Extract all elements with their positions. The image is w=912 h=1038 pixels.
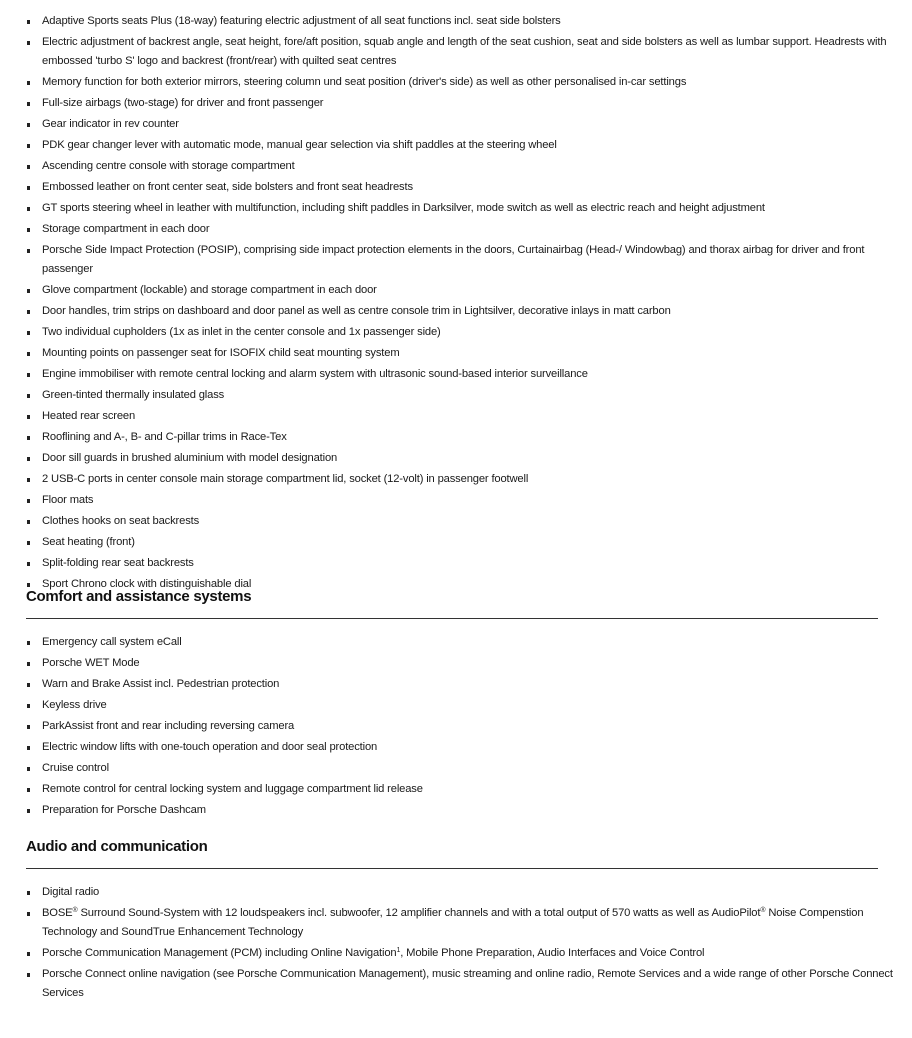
list-item-text: ParkAssist front and rear including reversing camera: [42, 720, 295, 732]
list-item: [0, 136, 912, 155]
list-item-text: Porsche WET Mode: [42, 657, 140, 669]
list-item-text: GT sports steering wheel in leather with multifunction, including shift paddles in Darksilver, mode switch as well as electric reach and height adjustment: [42, 202, 765, 214]
section-divider: [26, 868, 878, 869]
bullet-icon: [27, 767, 30, 771]
list-item-text: Sport Chrono clock with distinguishable dial: [42, 578, 252, 590]
list-item-text: Porsche Side Impact Protection (POSIP), comprising side impact protection elements in the doors, Curtainairbag (Head-/ Windowbag) and thorax airbag for driver and front passenger: [42, 244, 865, 275]
list-item: [0, 759, 912, 778]
list-item-text: Storage compartment in each door: [42, 223, 210, 235]
list-item-text: Engine immobiliser with remote central locking and alarm system with ultrasonic sound-based interior surveillance: [42, 368, 588, 380]
bullet-icon: [27, 973, 30, 977]
bullet-icon: [27, 373, 30, 377]
list-item: [0, 220, 912, 239]
list-item: [0, 675, 912, 694]
list-item-text: [42, 965, 898, 1003]
bullet-icon: [27, 207, 30, 211]
list-item-text: Glove compartment (lockable) and storage compartment in each door: [42, 284, 377, 296]
text-segment: Porsche Connect online navigation (see Porsche Communication Management), music streaming and online radio, Remote Services and a wide range of other Porsche Connect Services: [42, 968, 893, 999]
list-item: [0, 533, 912, 552]
list-item-text: Gear indicator in rev counter: [42, 118, 179, 130]
bullet-icon: [27, 683, 30, 687]
list-item: [0, 281, 912, 300]
list-item-text: Door handles, trim strips on dashboard and door panel as well as centre console trim in Lightsilver, decorative inlays in matt carbon: [42, 305, 671, 317]
list-item: [0, 738, 912, 757]
bullet-icon: [27, 144, 30, 148]
bullet-icon: [27, 81, 30, 85]
list-item: [0, 199, 912, 218]
bullet-icon: [27, 725, 30, 729]
bullet-icon: [27, 436, 30, 440]
list-item-text: PDK gear changer lever with automatic mode, manual gear selection via shift paddles at the steering wheel: [42, 139, 557, 151]
list-item: [0, 801, 912, 820]
list-item-text: 2 USB-C ports in center console main storage compartment lid, socket (12-volt) in passenger footwell: [42, 473, 529, 485]
bullet-icon: [27, 952, 30, 956]
list-item: [0, 654, 912, 673]
list-item: [0, 904, 912, 942]
bullet-icon: [27, 746, 30, 750]
text-segment: BOSE: [42, 907, 73, 919]
text-segment: Porsche Communication Management (PCM) including Online Navigation: [42, 947, 397, 959]
list-item-text: Seat heating (front): [42, 536, 135, 548]
text-segment: , Mobile Phone Preparation, Audio Interfaces and Voice Control: [400, 947, 705, 959]
list-item: [0, 491, 912, 510]
bullet-icon: [27, 165, 30, 169]
list-item-text: Preparation for Porsche Dashcam: [42, 804, 206, 816]
list-item-text: Memory function for both exterior mirrors, steering column und seat position (driver's side) as well as other personalised in-car settings: [42, 76, 687, 88]
list-item-text: [42, 944, 704, 963]
bullet-icon: [27, 289, 30, 293]
list-item-text: Rooflining and A-, B- and C-pillar trims in Race-Tex: [42, 431, 287, 443]
list-item-text: Ascending centre console with storage compartment: [42, 160, 295, 172]
list-item-text: Electric adjustment of backrest angle, seat height, fore/aft position, squab angle and length of the seat cushion, seat and side bolsters as well as lumbar support. Headrests with embossed 'turbo S' logo and backrest (front/rear) with quilted seat centres: [42, 36, 887, 67]
list-item: [0, 470, 912, 489]
bullet-icon: [27, 186, 30, 190]
list-item: [0, 512, 912, 531]
list-item-text: Adaptive Sports seats Plus (18-way) featuring electric adjustment of all seat functions incl. seat side bolsters: [42, 15, 561, 27]
footnote-marker: 1: [396, 947, 401, 954]
bullet-icon: [27, 41, 30, 45]
bullet-icon: [27, 352, 30, 356]
list-item-text: Keyless drive: [42, 699, 107, 711]
text-segment: Digital radio: [42, 886, 100, 898]
bullet-icon: [27, 662, 30, 666]
list-item: [0, 696, 912, 715]
list-item-text: Mounting points on passenger seat for ISOFIX child seat mounting system: [42, 347, 400, 359]
section-divider: [26, 618, 878, 619]
list-item: [0, 94, 912, 113]
interior-feature-list: [0, 12, 912, 594]
list-item-text: [42, 904, 898, 942]
list-item: [0, 323, 912, 342]
list-item-text: Embossed leather on front center seat, side bolsters and front seat headrests: [42, 181, 413, 193]
list-item-text: Remote control for central locking system and luggage compartment lid release: [42, 783, 423, 795]
list-item: [0, 344, 912, 363]
list-item-text: Heated rear screen: [42, 410, 136, 422]
bullet-icon: [27, 310, 30, 314]
bullet-icon: [27, 912, 30, 916]
registered-mark: ®: [760, 907, 766, 914]
list-item: [0, 944, 912, 963]
bullet-icon: [27, 457, 30, 461]
list-item: [0, 241, 912, 279]
text-segment: Surround Sound-System with 12 loudspeakers incl. subwoofer, 12 amplifier channels and with a total output of 570 watts as well as AudioPilot: [77, 907, 761, 919]
bullet-icon: [27, 499, 30, 503]
list-item: [0, 449, 912, 468]
bullet-icon: [27, 331, 30, 335]
text-segment: Noise Compenstion Technology and SoundTrue Enhancement Technology: [42, 907, 864, 938]
bullet-icon: [27, 583, 30, 587]
list-item-text: Green-tinted thermally insulated glass: [42, 389, 225, 401]
list-item: [0, 428, 912, 447]
bullet-icon: [27, 541, 30, 545]
audio-feature-list: [0, 883, 912, 1005]
list-item: [0, 407, 912, 426]
bullet-icon: [27, 228, 30, 232]
list-item: [0, 157, 912, 176]
bullet-icon: [27, 809, 30, 813]
list-item-text: Floor mats: [42, 494, 94, 506]
list-item-text: Electric window lifts with one-touch operation and door seal protection: [42, 741, 378, 753]
list-item-text: Two individual cupholders (1x as inlet in the center console and 1x passenger side): [42, 326, 441, 338]
bullet-icon: [27, 478, 30, 482]
section-heading-audio: Audio and communication: [26, 838, 208, 855]
list-item-text: Clothes hooks on seat backrests: [42, 515, 200, 527]
list-item: [0, 73, 912, 92]
list-item-text: Door sill guards in brushed aluminium with model designation: [42, 452, 338, 464]
list-item-text: Warn and Brake Assist incl. Pedestrian protection: [42, 678, 280, 690]
list-item: [0, 365, 912, 384]
section-heading-comfort: Comfort and assistance systems: [26, 588, 252, 605]
list-item: [0, 780, 912, 799]
comfort-feature-list: [0, 633, 912, 822]
bullet-icon: [27, 102, 30, 106]
bullet-icon: [27, 704, 30, 708]
list-item: [0, 33, 912, 71]
bullet-icon: [27, 520, 30, 524]
list-item: [0, 178, 912, 197]
list-item-text: Emergency call system eCall: [42, 636, 182, 648]
list-item: [0, 717, 912, 736]
bullet-icon: [27, 891, 30, 895]
bullet-icon: [27, 415, 30, 419]
bullet-icon: [27, 641, 30, 645]
bullet-icon: [27, 394, 30, 398]
registered-mark: ®: [72, 907, 78, 914]
list-item-text: [42, 883, 99, 902]
list-item: [0, 302, 912, 321]
list-item: [0, 386, 912, 405]
bullet-icon: [27, 562, 30, 566]
bullet-icon: [27, 249, 30, 253]
list-item-text: Split-folding rear seat backrests: [42, 557, 194, 569]
list-item: [0, 965, 912, 1003]
list-item: [0, 115, 912, 134]
list-item: [0, 883, 912, 902]
list-item-text: Full-size airbags (two-stage) for driver and front passenger: [42, 97, 324, 109]
bullet-icon: [27, 788, 30, 792]
bullet-icon: [27, 20, 30, 24]
list-item: [0, 554, 912, 573]
bullet-icon: [27, 123, 30, 127]
list-item: [0, 633, 912, 652]
list-item-text: Cruise control: [42, 762, 109, 774]
list-item: [0, 12, 912, 31]
